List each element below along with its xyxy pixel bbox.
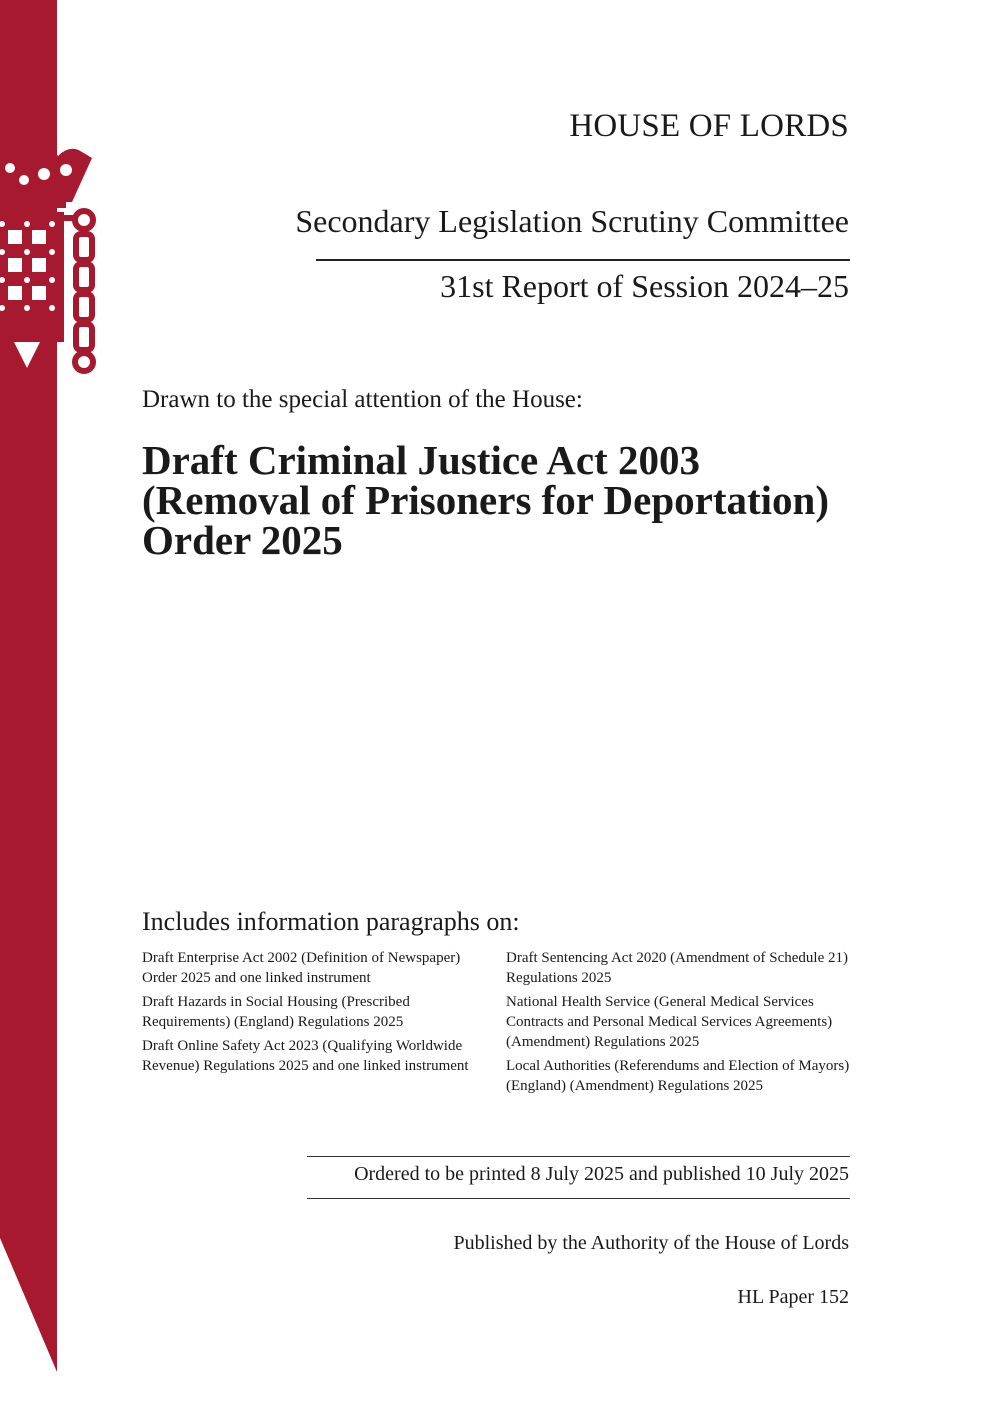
institution-name: HOUSE OF LORDS <box>569 108 849 144</box>
list-item: Draft Enterprise Act 2002 (Definition of Newspaper) Order 2025 and one linked instrument <box>142 950 461 986</box>
portcullis-icon <box>0 140 100 380</box>
list-item: National Health Service (General Medical Services Contracts and Personal Medical Services Agreements) (Amendment) Regulations 2025 <box>506 994 833 1050</box>
document-title: Draft Criminal Justice Act 2003 (Removal of Prisoners for Deportation) Order 2025 <box>142 437 829 563</box>
paper-number: HL Paper 152 <box>737 1286 849 1308</box>
includes-heading: Includes information paragraphs on: <box>142 907 520 936</box>
committee-name: Secondary Legislation Scrutiny Committee <box>295 203 849 239</box>
list-item: Draft Online Safety Act 2023 (Qualifying Worldwide Revenue) Regulations 2025 and one linked instrument <box>142 1038 469 1074</box>
list-item: Draft Hazards in Social Housing (Prescribed Requirements) (England) Regulations 2025 <box>142 994 410 1030</box>
divider <box>316 259 850 261</box>
report-number: 31st Report of Session 2024–25 <box>440 268 849 304</box>
ordered-printed-date: Ordered to be printed 8 July 2025 and published 10 July 2025 <box>354 1163 849 1185</box>
list-item: Local Authorities (Referendums and Election of Mayors) (England) (Amendment) Regulations 2025 <box>506 1058 850 1094</box>
includes-list-left <box>142 948 497 1080</box>
divider <box>307 1156 850 1157</box>
includes-list-right <box>506 948 861 1100</box>
drawn-attention-label: Drawn to the special attention of the House: <box>142 386 583 413</box>
list-item: Draft Sentencing Act 2020 (Amendment of Schedule 21) Regulations 2025 <box>506 950 848 986</box>
published-by: Published by the Authority of the House of Lords <box>453 1232 849 1254</box>
divider <box>307 1198 850 1199</box>
